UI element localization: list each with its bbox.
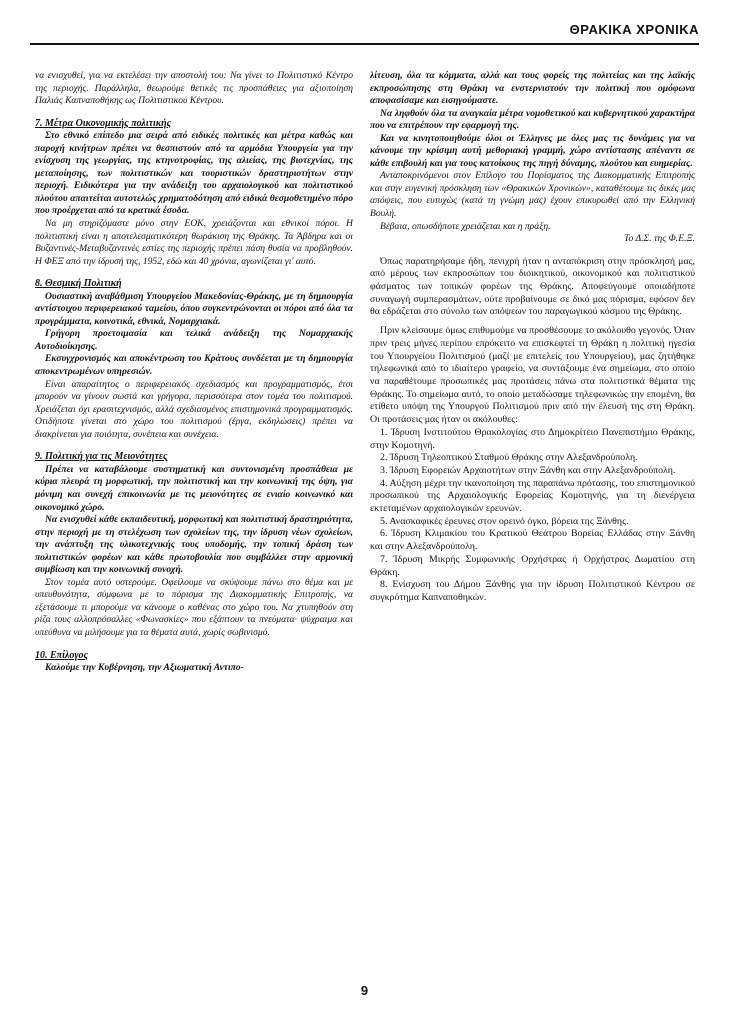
section-9-paragraph-1: Πρέπει να καταβάλουμε συστηματική και συντονισμένη προσπάθεια με κύρια πλευρά τη μορφωτική, την πολιτιστική και την κοινωνική της όψη, για μόνιμη και συνεχή επικοινωνία με τις μειονότητες σε ενιαίο κοινωνικό και οικονομικό χώρο. xyxy=(35,463,353,513)
section-7-paragraph-2: Να μη στηριζόμαστε μόνο στην ΕΟΚ, χρειάζονται και εθνικοί πόροι. Η πολιτιστική είναι η αποτελεσματικότερη θωράκιση της Θράκης. Τα Άβδηρα και οι Βυζαντινές-Μεταβυζαντινές εστίες της περιοχής πρέπει πάση θυσία να προβληθούν. Η ΦΕΞ από την ίδρυσή της, 1952, εδώ και 40 χρόνια, αγωνίζεται γι' αυτό. xyxy=(35,218,353,267)
section-8-paragraph-1: Ουσιαστική αναβάθμιση Υπουργείου Μακεδονίας-Θράκης, με τη δημιουργία αντίστοιχου περιφερειακού ταμείου, όπου συγκεντρώνονται οι πόροι από όλα τα προγράμματα, κοινοτικά, εθνικά, Νομαρχιακά. xyxy=(35,290,353,327)
proposal-item: 5. Ανασκαφικές έρευνες στον ορεινό όγκο, βόρεια της Ξάνθης. xyxy=(380,515,629,527)
left-column xyxy=(35,70,353,675)
signature: Το Δ.Σ. της Φ.Ε.Ξ. xyxy=(624,233,695,245)
section-10-heading: 10. Επίλογος xyxy=(35,649,88,661)
section-8-paragraph-4: Είναι απαραίτητος ο περιφερειακός σχεδιασμός και προγραμματισμός, έτσι μπορούν να γίνουν σωστά και γρήγορα, περισσότερα στον τομέα του πολιτισμού. Χρειάζεται όχι ερασιτεχνισμός, αλλά σχεδιασμένος επιστημονικά προγραμματισμός. Οτιδήποτε γίνεται στο χώρο του πολιτισμού (έργα, εκδηλώσεις) πρέπει να διακρίνεται για ποιότητα, συνέπεια και συνέχεια. xyxy=(35,378,353,440)
intro-paragraph: να ενισχυθεί, για να εκτελέσει την αποστολή του: Να γίνει το Πολιτιστικό Κέντρο της περιοχής. Παράλληλα, θεωρούμε θετικές τις προσπάθειες για αξιοποίηση Παλιάς Καπναποθήκης ως Πολιτιστικού Κέντρου. xyxy=(35,70,353,107)
editorial-paragraph-2: Πριν κλείσουμε όμως επιθυμούμε να προσθέσουμε το ακόλουθο γεγονός. Όταν πριν τρεις μήνες περίπου επρόκειτο να επισκεφτεί τη Θράκη η πολιτική ηγεσία του Υπουργείου Πολιτισμού (μαζί με επιτελείς του Υπουργείου), μας ζητήθηκε τηλεφωνικά από το ιδιαίτερο γραφείο, να συντάξουμε ένα σημείωμα, στο οποίο να παραθέτουμε προσωπικές μας προτάσεις πάνω στα πολιτιστικά θέματα της Θράκης. Το σημείωμα αυτό, το οποίο μεταδώσαμε τηλεφωνικώς την επομένη, θα ετίθετο υπόψη της Υπουργού Πολιτισμού πριν από την έλευσή της στη Θράκη. Οι προτάσεις μας ήταν οι ακόλουθες: xyxy=(370,325,695,426)
section-9-paragraph-2: Να ενισχυθεί κάθε εκπαιδευτική, μορφωτική και πολιτιστική δραστηριότητα, στην περιοχή με τη στελέχωση των σχολείων της, την ίδρυση νέων σχολείων, την ανάπτυξη της υλικοτεχνικής τους υποδομής, την τοπική δράση των πολιτιστικών φορέων και κάθε πρωτοβουλία που συμβάλλει στην αρμονική συμβίωση και την κοινωνική συνοχή. xyxy=(35,514,353,576)
epilogue-continuation: λίτευση, όλα τα κόμματα, αλλά και τους φορείς της πολιτείας και της λαϊκής εκπροσώπησης στη Θράκη να ενστερνιστούν την πολιτική που ομόφωνα αποφασίσαμε και εισηγούμαστε. xyxy=(370,70,695,107)
section-8-heading: 8. Θεσμική Πολιτική xyxy=(35,278,122,290)
section-7-heading: 7. Μέτρα Οικονομικής πολιτικής xyxy=(35,117,172,129)
right-column xyxy=(370,70,695,605)
epilogue-paragraph-3: Και να κινητοποιηθούμε όλοι οι Έλληνες με όλες μας τις δυνάμεις για να κάνουμε την κρίσιμη αυτή μεθοριακή γραμμή, χώρο αντίστασης απέναντι σε κάθε επιβουλή και για τους κατοίκους της πηγή δύναμης, πλούτου και ευημερίας. xyxy=(370,132,695,169)
section-10-paragraph-1: Καλούμε την Κυβέρνηση, την Αξιωματική Αντιπο- xyxy=(45,662,244,674)
epilogue-paragraph-4: Ανταποκρινόμενοι στον Επίλογο του Πορίσματος της Διακομματικής Επιτροπής και στην ευγενική πρόσκληση των «Θρακικών Χρονικών», καταθέτουμε τις δικές μας απόψεις, που ευτυχώς (κατά τη γνώμη μας) έχουν επικυρωθεί από την Ελληνική Βουλή. xyxy=(370,170,695,220)
header-rule xyxy=(30,43,699,45)
proposal-item: 3. Ίδρυση Εφορειών Αρχαιοτήτων στην Ξάνθη και στην Αλεξανδρούπολη. xyxy=(380,464,676,476)
proposal-item: 1. Ίδρυση Ινστιτούτου Θρακολογίας στο Δημοκρίτειο Πανεπιστήμιο Θράκης, στην Κομοτηνή. xyxy=(370,426,695,451)
proposal-item: 2. Ίδρυση Τηλεοπτικού Σταθμού Θράκης στην Αλεξανδρούπολη. xyxy=(380,452,638,464)
proposal-item: 8. Ενίσχυση του Δήμου Ξάνθης για την ίδρυση Πολιτιστικού Κέντρου σε συγκρότημα Καπναποθηκών. xyxy=(370,579,695,603)
proposal-item: 4. Αύξηση μέχρι την ικανοποίηση της παραπάνω πρότασης, του επιστημονικού προσωπικού της Αρχαιολογικής Εφορείας Κομοτηνής, για τη διενέργεια εκτεταμένων αρχαιολογικών ερευνών. xyxy=(370,477,695,515)
section-8-paragraph-3: Εκσυγχρονισμός και αποκέντρωση του Κράτους συνδέεται με τη δημιουργία αποκεντρωμένων υπηρεσιών. xyxy=(35,353,353,378)
section-9-paragraph-3: Στον τομέα αυτό υστερούμε. Οφείλουμε να σκύψουμε πάνω στο θέμα και με υπευθυνότητα, σύμφωνα με το πόρισμα της Διακομματικής Επιτροπής, να εξετάσουμε τι μπορούμε να κάνουμε ο καθένας στο χώρο του. Να χτυπηθούν στη ρίζα τους αλλοπρόσαλλες «Φωνασκίες» που εξάπτουν τα πνεύματα· ψύχραιμα και υπεύθυνα να μιλήσουμε για τα θέματα αυτά, χωρίς σωβινισμό. xyxy=(35,576,353,638)
proposal-item: 7. Ίδρυση Μικρής Συμφωνικής Ορχήστρας ή Ορχήστρας Δωματίου στη Θράκη. xyxy=(370,553,695,578)
running-header: ΘΡΑΚΙΚΑ ΧΡΟΝΙΚΑ xyxy=(569,22,699,37)
section-8-paragraph-2: Γρήγορη προετοιμασία και τελικά ανάδειξη της Νομαρχιακής Αυτοδιοίκησης. xyxy=(35,328,353,352)
editorial-paragraph-1: Όπως παρατηρήσαμε ήδη, πενιχρή ήταν η ανταπόκριση στην πρόσκλησή μας, από μέρους των εκπροσώπων του διοικητικού, οικονομικού και πολιτιστικού φάσματος των τοπικών φορέων της Θράκης. Αποφεύγουμε οποιαδήποτε συναγωγή συμπερασμάτων, ούτε προβαίνουμε σε δικό μας πόρισμα, εφόσον δεν θα εδράζεται στο σύνολο των απόψεων του παραγωγικού κόσμου της Θράκης. xyxy=(370,255,695,318)
section-7-paragraph-1: Στο εθνικό επίπεδο μια σειρά από ειδικές πολιτικές και μέτρα καθώς και παροχή κινήτρων πρέπει να θεσπιστούν από τα αρμόδια Υπουργεία για την ενίσχυση της γεωργίας, της κτηνοτροφίας, της αλιείας, της βιοτεχνίας, της μεταποίησης, των πολιτιστικών και τουριστικών δραστηριοτήτων στην περιοχή. Ειδικότερα για την ανάδειξη του αρχαιολογικού και πολιτιστικού πλούτου απαιτείται αυτοτελώς χρηματοδότηση από ειδικά θεσμοθετημένο πόρο που προέρχεται από τα κρατικά έσοδα. xyxy=(35,130,353,217)
page-number: 9 xyxy=(360,983,369,998)
section-9-heading: 9. Πολιτική για τις Μειονότητες xyxy=(35,451,168,463)
proposal-item: 6. Ίδρυση Κλιμακίου του Κρατικού Θεάτρου Βορείας Ελλάδας στην Ξάνθη και στην Αλεξανδρούπολη. xyxy=(370,528,695,553)
epilogue-paragraph-5: Βέβαια, οπωσδήποτε χρειάζεται και η πράξη. xyxy=(380,220,551,232)
epilogue-paragraph-2: Να ληφθούν όλα τα αναγκαία μέτρα νομοθετικού και κυβερνητικού χαρακτήρα που να επιτρέπουν την εφαρμογή της. xyxy=(370,107,695,132)
